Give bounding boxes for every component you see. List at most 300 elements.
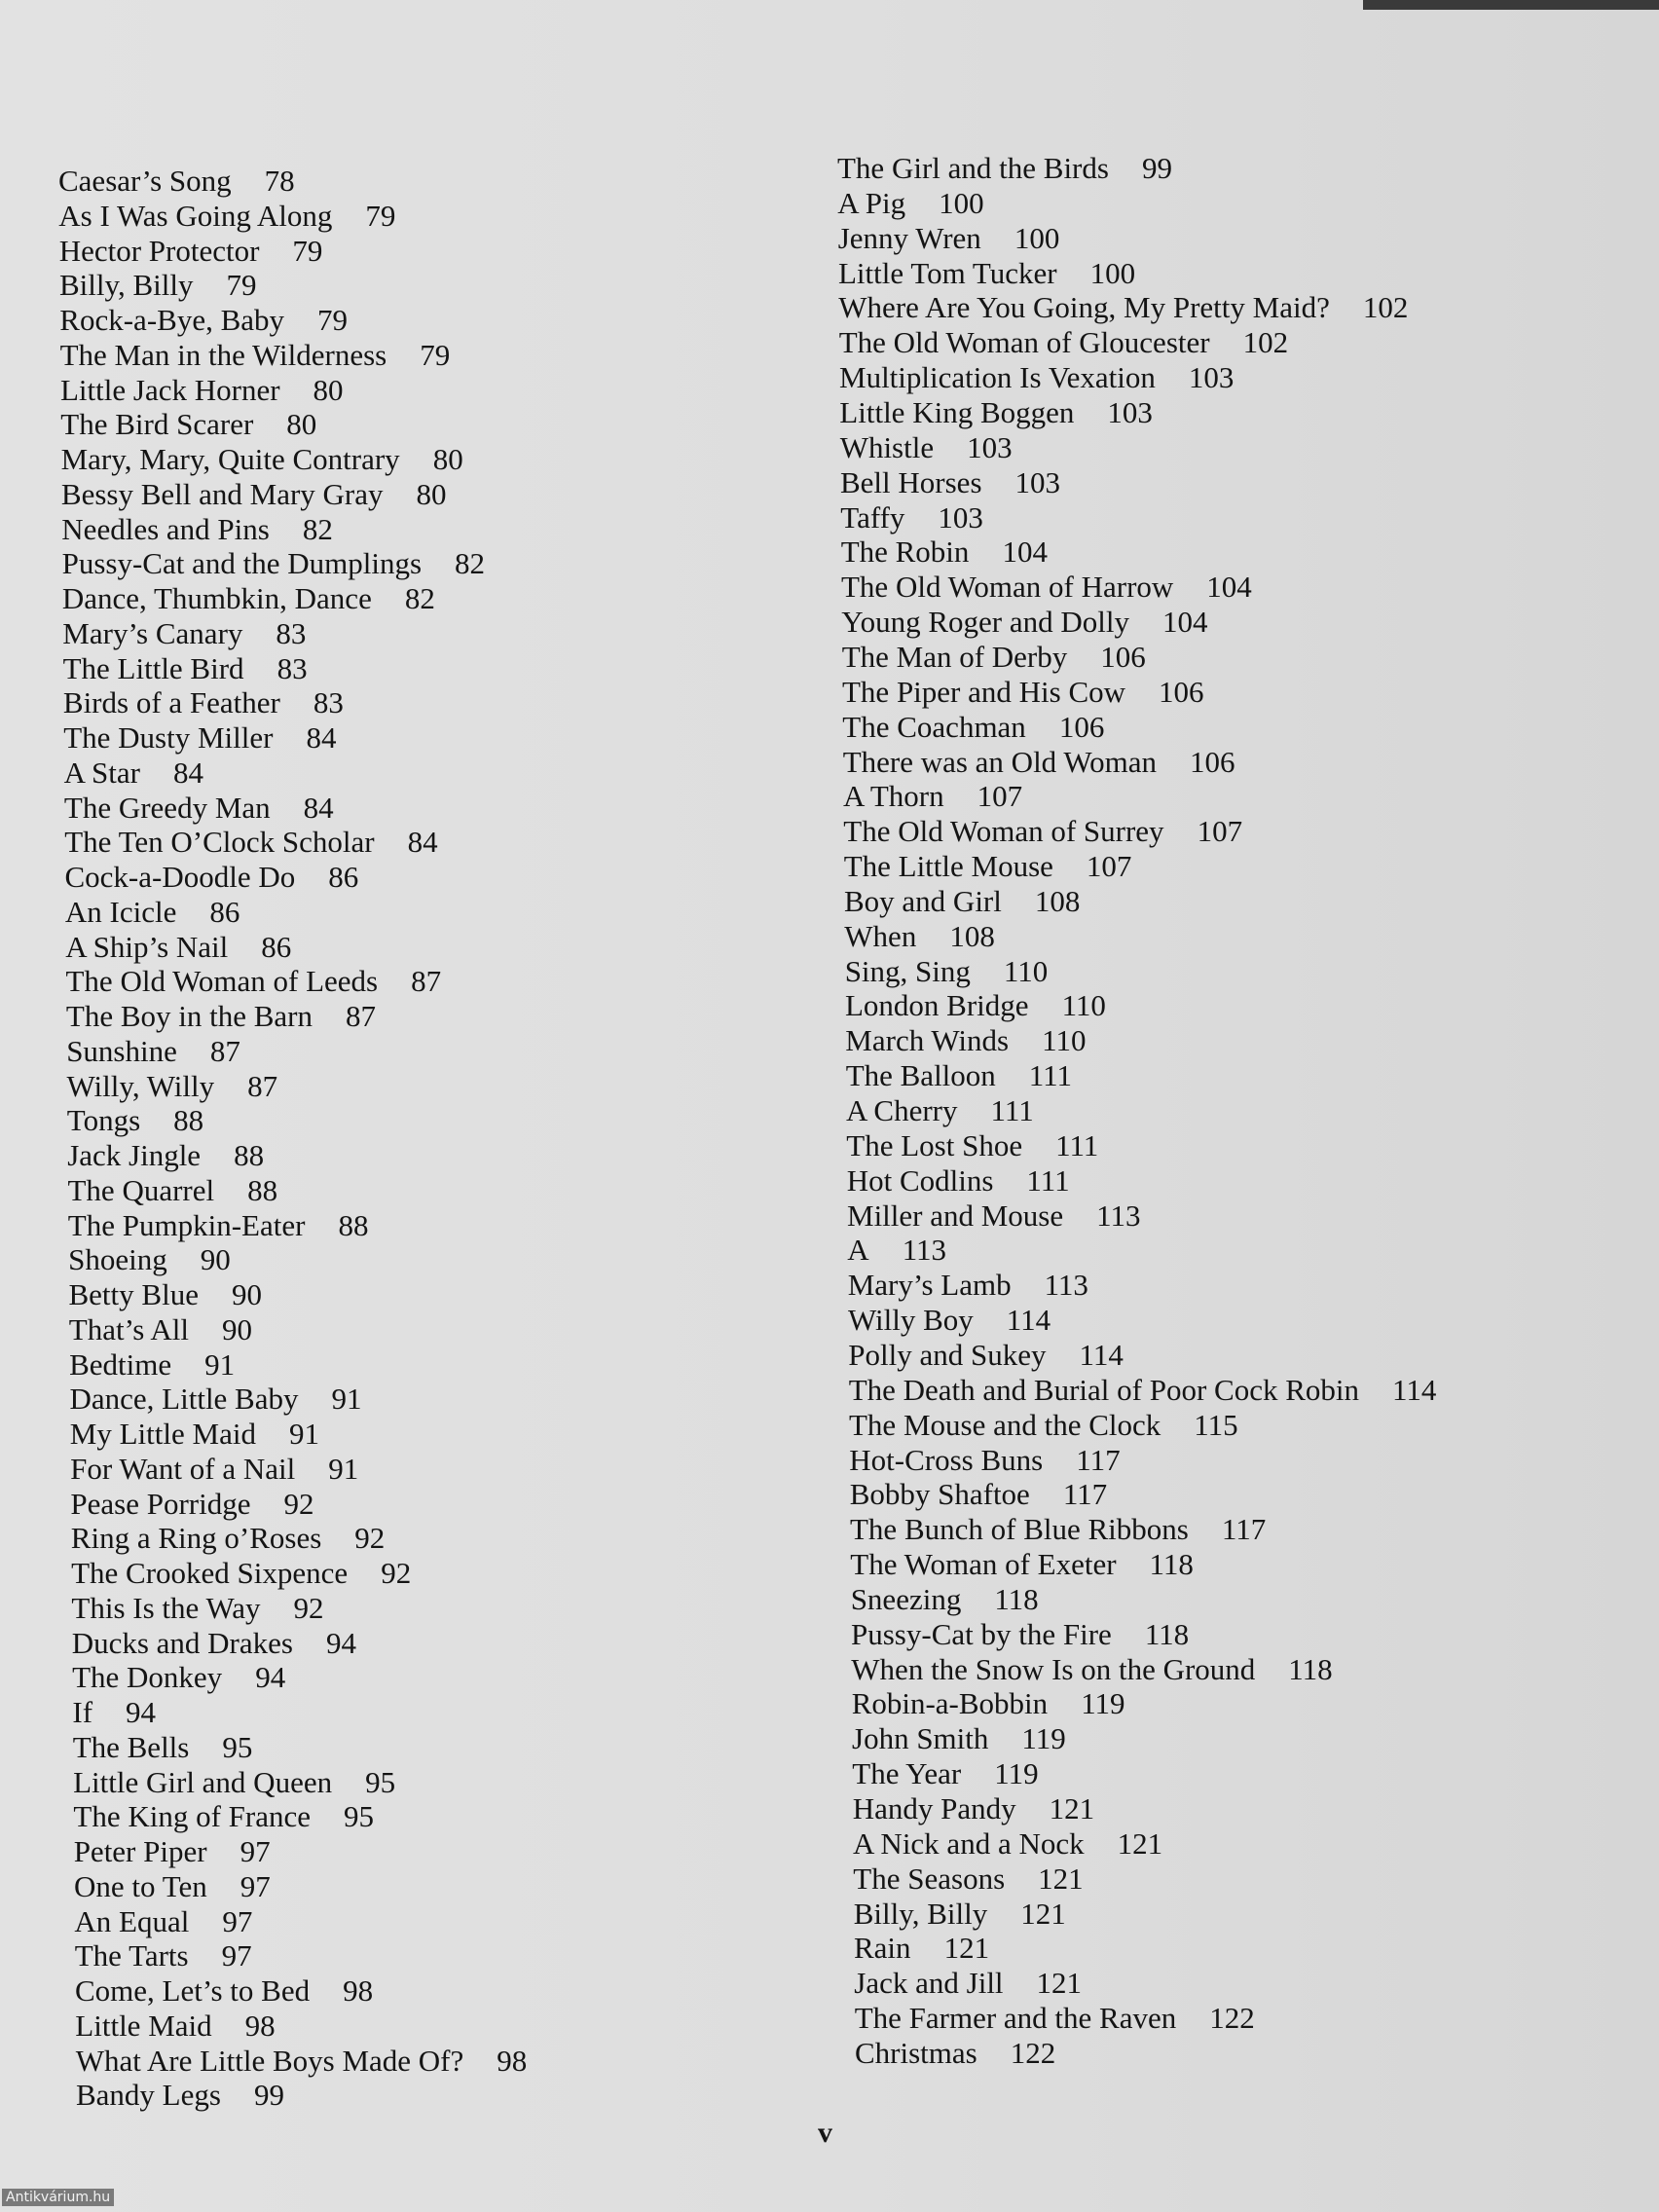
entry-page-number: 88: [234, 1138, 265, 1172]
entry-title: Mary’s Lamb: [847, 1268, 1012, 1303]
entry-page-number: 92: [283, 1486, 314, 1521]
entry-page-number: 111: [1055, 1127, 1099, 1162]
contents-entry: [846, 1093, 1034, 1128]
entry-title: The Little Mouse: [843, 849, 1053, 883]
entry-page-number: 91: [288, 1417, 319, 1451]
entry-title: Handy Pandy: [852, 1791, 1016, 1825]
entry-page-number: 118: [1288, 1651, 1333, 1686]
contents-entry: [837, 186, 983, 221]
entry-page-number: 115: [1194, 1407, 1238, 1442]
entry-title: The Balloon: [845, 1058, 996, 1093]
contents-entry: [848, 1303, 1051, 1338]
entry-title: Bedtime: [69, 1346, 172, 1382]
entry-title: The Farmer and the Raven: [854, 2001, 1177, 2036]
entry-title: Jack and Jill: [854, 1966, 1004, 2001]
entry-page-number: 86: [328, 860, 359, 894]
entry-page-number: 79: [365, 198, 396, 233]
entry-page-number: 88: [173, 1103, 204, 1138]
entry-page-number: 104: [1002, 535, 1048, 570]
entry-title: Hector Protector: [58, 233, 260, 268]
entry-page-number: 83: [276, 650, 308, 685]
contents-entry: [73, 1799, 374, 1834]
entry-title: A Star: [63, 755, 140, 790]
contents-entry: [839, 395, 1153, 430]
entry-page-number: 94: [325, 1625, 356, 1660]
contents-entry: [852, 1756, 1038, 1791]
contents-entry: [69, 1312, 252, 1347]
entry-title: Young Roger and Dolly: [841, 605, 1129, 639]
entry-page-number: 78: [264, 164, 295, 198]
entry-title: A Pig: [837, 185, 906, 220]
entry-title: Billy, Billy: [59, 268, 194, 303]
contents-entry: [839, 360, 1234, 395]
entry-title: The Bird Scarer: [60, 407, 254, 442]
entry-page-number: 119: [1021, 1721, 1066, 1756]
entry-page-number: 117: [1076, 1442, 1121, 1477]
contents-entry: [66, 999, 376, 1034]
contents-entry: [841, 570, 1252, 605]
entry-page-number: 95: [222, 1729, 253, 1764]
entry-title: March Winds: [845, 1023, 1010, 1058]
entry-title: Christmas: [855, 2035, 977, 2070]
entry-page-number: 118: [1149, 1547, 1194, 1581]
entry-title: The Seasons: [853, 1861, 1006, 1896]
contents-entry: [838, 290, 1408, 325]
entry-title: The Girl and the Birds: [837, 151, 1109, 185]
entry-page-number: 110: [1061, 988, 1106, 1023]
contents-entry: [842, 675, 1204, 710]
entry-page-number: 103: [967, 429, 1013, 464]
entry-title: Needles and Pins: [61, 511, 270, 546]
entry-title: The Coachman: [842, 709, 1026, 744]
entry-page-number: 84: [172, 755, 203, 790]
entry-title: The Man of Derby: [841, 639, 1068, 674]
entry-page-number: 113: [1096, 1198, 1141, 1233]
entry-page-number: 91: [331, 1382, 362, 1417]
entry-title: The Old Woman of Gloucester: [838, 325, 1210, 360]
entry-page-number: 117: [1062, 1477, 1108, 1512]
entry-title: Hot Codlins: [846, 1162, 994, 1198]
entry-title: Rain: [854, 1931, 911, 1966]
entry-title: When: [844, 918, 917, 953]
contents-entry: [70, 1487, 313, 1522]
entry-title: John Smith: [852, 1721, 989, 1756]
entry-title: One to Ten: [74, 1868, 207, 1903]
entry-title: Polly and Sukey: [848, 1337, 1047, 1372]
contents-entry: [69, 1277, 262, 1312]
contents-entry: [849, 1443, 1120, 1478]
entry-title: Willy, Willy: [66, 1068, 215, 1103]
contents-entry: [58, 199, 395, 234]
entry-title: The Bells: [72, 1729, 190, 1764]
entry-page-number: 86: [209, 894, 240, 929]
entry-page-number: 80: [432, 442, 463, 476]
entry-page-number: 92: [293, 1590, 324, 1625]
entry-title: An Icicle: [64, 894, 177, 929]
entry-page-number: 88: [247, 1172, 278, 1207]
entry-page-number: 84: [303, 790, 334, 825]
contents-entry: [853, 1791, 1094, 1826]
contents-entry: [63, 685, 344, 720]
entry-page-number: 94: [126, 1695, 157, 1729]
contents-entry: [841, 535, 1048, 570]
entry-title: The Bunch of Blue Ribbons: [850, 1512, 1189, 1547]
contents-entry: [63, 720, 336, 756]
entry-title: Where Are You Going, My Pretty Maid?: [838, 290, 1330, 325]
entry-title: As I Was Going Along: [58, 198, 333, 233]
entry-title: A Nick and a Nock: [853, 1825, 1085, 1861]
entry-page-number: 97: [240, 1868, 271, 1903]
entry-page-number: 102: [1362, 290, 1409, 325]
entry-title: Come, Let’s to Bed: [75, 1973, 311, 2008]
entry-page-number: 121: [1038, 1861, 1084, 1896]
entry-title: The Quarrel: [67, 1172, 215, 1207]
entry-title: Sing, Sing: [844, 953, 971, 988]
contents-entry: [848, 1268, 1088, 1303]
entry-title: The Little Bird: [62, 650, 244, 685]
entry-page-number: 100: [1089, 255, 1136, 290]
entry-page-number: 111: [1026, 1162, 1070, 1198]
entry-title: The Woman of Exeter: [850, 1547, 1117, 1581]
contents-entry: [840, 465, 1060, 500]
entry-title: Hot-Cross Buns: [849, 1442, 1044, 1477]
entry-title: A: [847, 1233, 869, 1268]
contents-entry: [76, 2044, 528, 2079]
entry-title: Dance, Thumbkin, Dance: [61, 581, 372, 615]
contents-entry: [851, 1617, 1189, 1652]
contents-entry: [61, 512, 333, 547]
contents-entry: [60, 407, 316, 442]
entry-page-number: 98: [244, 2008, 276, 2043]
entry-title: Sneezing: [850, 1581, 962, 1616]
contents-entry: [64, 756, 203, 791]
page-folio: v: [818, 2117, 832, 2149]
entry-page-number: 103: [1107, 395, 1153, 429]
entry-page-number: 87: [247, 1068, 278, 1103]
entry-page-number: 84: [306, 720, 337, 755]
contents-entry: [62, 546, 485, 581]
entry-title: The Year: [852, 1756, 962, 1791]
entry-page-number: 99: [1141, 151, 1172, 185]
entry-title: The Old Woman of Surrey: [843, 814, 1164, 849]
contents-entry: [59, 303, 348, 338]
entry-title: Jenny Wren: [837, 220, 981, 255]
entry-title: The Old Woman of Leeds: [65, 964, 379, 999]
contents-entry: [70, 1417, 319, 1452]
contents-entry: [64, 825, 437, 860]
entry-page-number: 97: [240, 1834, 271, 1868]
entry-page-number: 97: [222, 1903, 253, 1938]
entry-title: Bobby Shaftoe: [849, 1477, 1030, 1512]
entry-title: Birds of a Feather: [62, 685, 280, 720]
entry-page-number: 106: [1100, 639, 1146, 674]
entry-page-number: 106: [1190, 744, 1235, 779]
entry-page-number: 110: [1003, 953, 1049, 988]
entry-page-number: 119: [1081, 1686, 1125, 1721]
entry-title: A Thorn: [843, 779, 944, 814]
contents-entry: [844, 884, 1080, 919]
entry-title: The Robin: [840, 535, 970, 570]
entry-title: Bandy Legs: [76, 2078, 221, 2113]
contents-entry: [62, 581, 435, 616]
contents-entry: [839, 325, 1288, 360]
contents-entry: [61, 442, 463, 477]
contents-entry: [852, 1721, 1066, 1756]
entry-page-number: 103: [1014, 464, 1061, 499]
entry-page-number: 90: [231, 1277, 262, 1311]
contents-entry: [850, 1512, 1266, 1547]
contents-entry: [849, 1373, 1437, 1408]
entry-page-number: 79: [317, 303, 349, 337]
entry-page-number: 117: [1221, 1512, 1267, 1547]
contents-entry: [847, 1198, 1141, 1234]
entry-page-number: 107: [1197, 814, 1243, 849]
contents-entry: [68, 1208, 369, 1243]
contents-entry: [840, 500, 983, 535]
entry-page-number: 79: [226, 268, 257, 303]
entry-page-number: 82: [455, 546, 486, 581]
entry-title: Robin-a-Bobbin: [851, 1686, 1049, 1721]
contents-entry: [853, 1862, 1083, 1897]
entry-page-number: 122: [1209, 2001, 1255, 2036]
contents-entry: [855, 2001, 1255, 2036]
contents-entry: [853, 1826, 1162, 1862]
entry-title: There was an Old Woman: [842, 744, 1158, 779]
entry-title: The Pumpkin-Eater: [67, 1207, 306, 1242]
entry-page-number: 98: [497, 2043, 528, 2078]
contents-entry: [840, 430, 1013, 465]
entry-page-number: 111: [990, 1093, 1034, 1127]
contents-entry: [842, 640, 1146, 675]
entry-page-number: 79: [292, 233, 323, 268]
entry-page-number: 83: [313, 685, 344, 720]
entry-title: The Death and Burial of Poor Cock Robin: [848, 1372, 1360, 1407]
contents-entry: [76, 2078, 284, 2113]
contents-entry: [60, 338, 451, 373]
contents-entry: [63, 651, 308, 686]
contents-entry: [842, 710, 1104, 745]
entry-title: The Mouse and the Clock: [849, 1407, 1161, 1442]
entry-page-number: 114: [1392, 1372, 1437, 1407]
entry-page-number: 91: [328, 1451, 359, 1486]
contents-entry: [837, 151, 1172, 186]
entry-title: Tongs: [66, 1103, 141, 1138]
entry-page-number: 103: [938, 499, 983, 535]
watermark-label: Antikvárium.hu: [2, 2189, 114, 2206]
contents-entry: [72, 1695, 156, 1730]
contents-entry: [69, 1347, 235, 1382]
contents-entry: [845, 954, 1049, 989]
contents-entry: [852, 1686, 1125, 1721]
contents-entry: [73, 1730, 253, 1765]
entry-title: Betty Blue: [68, 1277, 199, 1311]
contents-entry: [850, 1477, 1107, 1512]
contents-entry: [845, 988, 1106, 1023]
entry-title: Shoeing: [68, 1242, 167, 1277]
contents-entry: [70, 1382, 362, 1417]
contents-entry: [844, 919, 995, 954]
entry-page-number: 118: [1144, 1616, 1190, 1651]
entry-page-number: 122: [1010, 2035, 1056, 2070]
entry-title: Peter Piper: [73, 1834, 207, 1868]
entry-title: Jack Jingle: [67, 1138, 202, 1172]
entry-title: Pussy-Cat and the Dumplings: [61, 546, 423, 581]
entry-title: Bessy Bell and Mary Gray: [60, 476, 384, 511]
contents-entry: [66, 1034, 240, 1069]
contents-entry: [854, 1931, 989, 1966]
contents-entry: [62, 616, 306, 651]
contents-entry: [75, 1973, 373, 2009]
entry-title: My Little Maid: [69, 1417, 256, 1451]
entry-title: The Tarts: [74, 1938, 189, 1973]
entry-title: A Cherry: [846, 1093, 958, 1127]
entry-page-number: 86: [261, 929, 292, 964]
contents-entry: [64, 791, 334, 826]
entry-title: The Piper and His Cow: [842, 674, 1126, 709]
entry-title: Taffy: [840, 499, 905, 535]
entry-page-number: 107: [1086, 849, 1132, 883]
entry-title: The Donkey: [72, 1660, 223, 1695]
contents-entry: [75, 2009, 275, 2044]
contents-entry: [74, 1904, 252, 1939]
entry-title: This Is the Way: [71, 1590, 261, 1625]
entry-title: Miller and Mouse: [847, 1198, 1064, 1233]
entry-page-number: 114: [1006, 1303, 1051, 1337]
contents-entry: [843, 779, 1022, 814]
contents-entry: [68, 1173, 278, 1208]
entry-page-number: 87: [209, 1033, 240, 1068]
contents-entry: [854, 1897, 1066, 1932]
entry-page-number: 92: [381, 1556, 412, 1590]
entry-title: The Crooked Sixpence: [71, 1556, 349, 1590]
entry-title: Mary’s Canary: [62, 615, 243, 650]
contents-entry: [66, 964, 442, 999]
entry-title: Mary, Mary, Quite Contrary: [60, 442, 400, 476]
entry-page-number: 106: [1058, 709, 1105, 744]
entry-title: That’s All: [68, 1311, 189, 1346]
entry-page-number: 90: [221, 1311, 252, 1346]
contents-entry: [843, 814, 1242, 849]
entry-page-number: 82: [404, 581, 435, 615]
entry-page-number: 104: [1161, 605, 1208, 639]
entry-page-number: 108: [949, 918, 995, 953]
contents-entry: [838, 256, 1135, 291]
entry-page-number: 95: [365, 1764, 396, 1799]
contents-entry: [847, 1233, 946, 1268]
contents-entry: [847, 1163, 1070, 1198]
contents-entry: [841, 605, 1207, 640]
entry-page-number: 121: [943, 1931, 990, 1966]
entry-title: Cock-a-Doodle Do: [64, 860, 296, 894]
contents-entry: [65, 860, 359, 895]
entry-page-number: 90: [200, 1242, 231, 1277]
entry-page-number: 121: [1049, 1791, 1095, 1825]
entry-title: Caesar’s Song: [58, 164, 232, 198]
entry-page-number: 87: [346, 999, 377, 1033]
entry-title: Ring a Ring o’Roses: [70, 1521, 322, 1556]
entry-title: The King of France: [73, 1799, 312, 1834]
entry-page-number: 106: [1159, 674, 1204, 709]
entry-page-number: 113: [1044, 1268, 1088, 1303]
entry-page-number: 121: [1117, 1825, 1163, 1861]
contents-entry: [65, 895, 240, 930]
entry-page-number: 100: [939, 185, 984, 220]
contents-entry: [65, 930, 291, 965]
page-edge-shadow: [1363, 0, 1659, 10]
contents-entry: [846, 1058, 1072, 1093]
entry-page-number: 82: [302, 511, 333, 546]
entry-title: Pease Porridge: [70, 1486, 251, 1521]
contents-entry: [848, 1338, 1124, 1373]
contents-entry: [72, 1660, 285, 1695]
entry-title: Ducks and Drakes: [71, 1625, 293, 1660]
contents-entry: [58, 164, 295, 199]
entry-page-number: 97: [221, 1938, 252, 1973]
contents-entry: [75, 1938, 252, 1973]
contents-entry: [849, 1408, 1238, 1443]
entry-title: Pussy-Cat by the Fire: [851, 1616, 1112, 1651]
entry-page-number: 80: [416, 476, 447, 511]
contents-entry: [74, 1869, 271, 1904]
entry-page-number: 102: [1242, 325, 1289, 360]
entry-page-number: 84: [407, 825, 438, 860]
contents-entry: [843, 745, 1235, 780]
contents-entry: [67, 1138, 264, 1173]
entry-title: The Boy in the Barn: [65, 999, 313, 1033]
contents-entry: [844, 849, 1132, 884]
entry-title: Boy and Girl: [844, 883, 1002, 918]
entry-title: The Greedy Man: [63, 790, 271, 825]
entry-title: An Equal: [74, 1903, 190, 1938]
entry-page-number: 111: [1028, 1058, 1072, 1093]
contents-entry: [71, 1556, 411, 1591]
entry-title: If: [72, 1695, 93, 1729]
entry-page-number: 119: [994, 1756, 1039, 1791]
entry-page-number: 110: [1042, 1023, 1087, 1058]
contents-entry: [846, 1128, 1098, 1163]
entry-title: Little Girl and Queen: [73, 1764, 333, 1799]
entry-page-number: 107: [977, 779, 1023, 814]
entry-title: Whistle: [839, 429, 935, 464]
contents-entry: [67, 1069, 278, 1104]
entry-title: Sunshine: [66, 1033, 177, 1068]
contents-entry: [59, 234, 323, 269]
contents-entry: [59, 268, 257, 303]
entry-page-number: 83: [276, 615, 307, 650]
contents-entry: [71, 1521, 385, 1556]
entry-page-number: 80: [313, 372, 344, 407]
entry-page-number: 108: [1034, 883, 1081, 918]
entry-page-number: 94: [255, 1660, 286, 1695]
entry-title: Little Jack Horner: [60, 372, 280, 407]
entry-page-number: 118: [994, 1581, 1039, 1616]
entry-page-number: 114: [1079, 1337, 1124, 1372]
contents-entry: [60, 373, 344, 408]
contents-entry: [845, 1023, 1086, 1058]
contents-entry: [67, 1103, 203, 1138]
contents-entry: [73, 1765, 395, 1800]
contents-entry: [850, 1547, 1194, 1582]
entry-title: Dance, Little Baby: [69, 1382, 299, 1417]
contents-entry: [855, 2036, 1055, 2071]
contents-entry: [838, 221, 1060, 256]
entry-page-number: 88: [338, 1207, 369, 1242]
contents-entry: [68, 1242, 231, 1277]
entry-page-number: 100: [1014, 220, 1060, 255]
entry-title: Billy, Billy: [853, 1896, 988, 1931]
contents-entry: [851, 1652, 1332, 1687]
entry-title: Rock-a-Bye, Baby: [59, 303, 285, 337]
